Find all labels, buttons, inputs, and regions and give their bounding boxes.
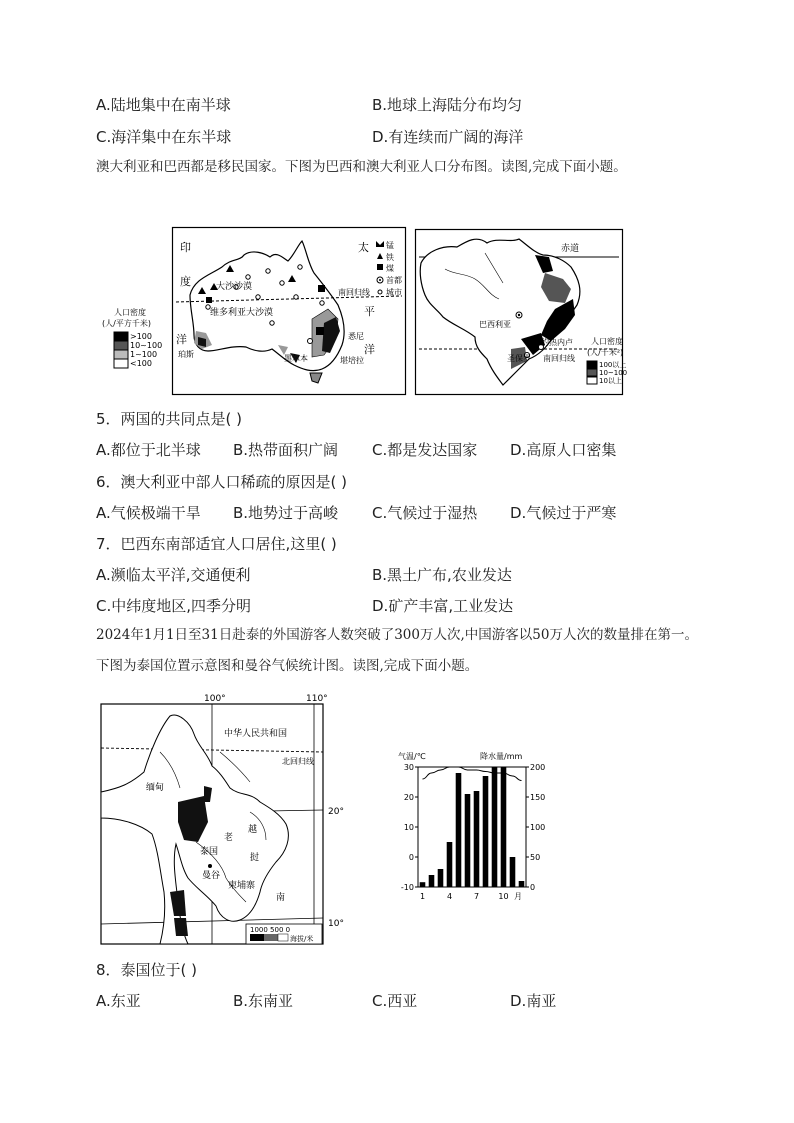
intro-paragraph-2: 2024年1月1日至31日赴泰的外国游客人数突破了300万人次,中国游客以50万人次的数量排在第一。下图为泰国位置示意图和曼谷气候统计图。读图,完成下面小题。	[96, 627, 698, 674]
month-tick-label: 7	[473, 892, 480, 901]
q5-option-b: B.热带面积广阔	[233, 441, 339, 459]
q5-option-c: C.都是发达国家	[372, 441, 478, 459]
label-perth: 珀斯	[178, 350, 194, 359]
elevation-scale-legend	[246, 924, 322, 944]
svg-text:铁: 铁	[386, 253, 394, 262]
precip-bar-month-5	[456, 773, 462, 887]
label-lon-100: 100°	[204, 694, 226, 704]
precip-bar-month-3	[438, 869, 444, 887]
q8-option-a: A.东亚	[96, 992, 141, 1010]
label-du: 度	[180, 275, 191, 288]
q7-stem: 7．巴西东南部适宜人口居住,这里( )	[96, 535, 337, 553]
q4-option-a: A.陆地集中在南半球	[96, 96, 231, 114]
label-cambodia: 柬埔寨	[228, 881, 256, 891]
temp-tick-label: 30	[403, 763, 414, 772]
label-yang: 洋	[176, 333, 187, 346]
temp-tick-label: -10	[400, 883, 414, 892]
svg-text:10~100: 10~100	[130, 341, 163, 350]
thailand-location-map	[100, 692, 344, 946]
temp-tick-label: 0	[408, 853, 414, 862]
label-great-victoria-desert: 维多利亚大沙漠	[210, 308, 274, 318]
label-sydney: 悉尼	[348, 332, 364, 341]
precip-bar-month-6	[465, 794, 471, 887]
label-canberra: 堪培拉	[340, 356, 364, 365]
label-vietnam-2: 南	[276, 893, 286, 903]
q6-option-b: B.地势过于高峻	[233, 504, 339, 522]
label-equator: 赤道	[561, 244, 580, 254]
brazil-population-map	[415, 229, 628, 395]
svg-text:人口密度: 人口密度	[114, 308, 146, 317]
q6-option-c: C.气候过于湿热	[372, 504, 478, 522]
svg-text:<100: <100	[130, 359, 152, 368]
label-myanmar: 缅甸	[146, 783, 165, 793]
label-lat-20: 20°	[328, 807, 344, 817]
label-great-sandy-desert: 大沙沙漠	[216, 282, 253, 292]
label-melbourne: 墨尔本	[284, 354, 308, 363]
q8-stem: 8．泰国位于( )	[96, 961, 198, 979]
q7-option-b: B.黑土广布,农业发达	[372, 566, 512, 584]
label-brasilia: 巴西利亚	[479, 320, 511, 329]
precip-bar-month-1	[420, 882, 426, 887]
svg-text:城市: 城市	[386, 288, 402, 297]
precip-bar-month-12	[519, 881, 525, 887]
label-china: 中华人民共和国	[224, 729, 288, 739]
label-tai: 太	[358, 241, 369, 254]
precip-bar-month-11	[510, 857, 516, 887]
label-rio: 里约热内卢	[533, 338, 573, 347]
q6-stem: 6．澳大利亚中部人口稀疏的原因是( )	[96, 473, 348, 491]
precip-bar-month-9	[492, 767, 498, 887]
chart-xlabel: 月	[514, 892, 522, 901]
australia-population-map	[172, 227, 406, 395]
q4-option-d: D.有连续而广阔的海洋	[372, 128, 524, 146]
q5-stem: 5．两国的共同点是( )	[96, 410, 243, 428]
precip-bar-month-4	[447, 842, 453, 887]
svg-text:>100: >100	[130, 332, 152, 341]
label-yang2: 洋	[364, 343, 375, 356]
chart-ylabel-right: 降水量/mm	[480, 752, 523, 761]
australia-density-legend	[100, 305, 170, 380]
label-tropic: 南回归线	[338, 288, 370, 297]
precip-tick-label: 50	[530, 853, 541, 862]
q8-option-b: B.东南亚	[233, 992, 294, 1010]
q7-option-a: A.濒临太平洋,交通便利	[96, 566, 251, 584]
brazil-density-legend	[587, 336, 627, 385]
label-vietnam-1: 越	[248, 825, 258, 835]
svg-text:1000 500 0: 1000 500 0	[250, 926, 291, 934]
q7-option-d: D.矿产丰富,工业发达	[372, 597, 514, 615]
chart-ylabel-left: 气温/℃	[398, 752, 426, 761]
svg-text:10~100: 10~100	[599, 369, 628, 377]
precip-bar-month-7	[474, 791, 480, 887]
month-tick-label: 10	[498, 892, 509, 901]
q4-option-c: C.海洋集中在东半球	[96, 128, 232, 146]
label-thailand: 泰国	[200, 847, 219, 857]
precip-tick-label: 0	[530, 883, 536, 892]
q4-option-b: B.地球上海陆分布均匀	[372, 96, 523, 114]
svg-text:海拔/米: 海拔/米	[290, 935, 314, 943]
svg-text:锰: 锰	[386, 241, 394, 250]
month-tick-label: 1	[419, 892, 426, 901]
temp-tick-label: 10	[403, 823, 414, 832]
svg-text:人口密度: 人口密度	[591, 337, 623, 346]
precip-tick-label: 150	[530, 793, 546, 802]
label-ping: 平	[364, 305, 375, 318]
q5-option-a: A.都位于北半球	[96, 441, 201, 459]
label-lon-110: 110°	[306, 694, 328, 704]
precip-tick-label: 200	[530, 763, 546, 772]
month-tick-label: 4	[446, 892, 453, 901]
svg-text:(人/千米²): (人/千米²)	[587, 348, 624, 357]
svg-text:10以上: 10以上	[599, 377, 622, 385]
svg-text:100以上: 100以上	[599, 361, 627, 369]
bangkok-climate-chart	[394, 749, 554, 903]
label-laos-1: 老	[224, 833, 234, 843]
precip-bar-month-2	[429, 875, 435, 887]
svg-text:1~100: 1~100	[130, 350, 158, 359]
q7-option-c: C.中纬度地区,四季分明	[96, 597, 252, 615]
precip-tick-label: 100	[530, 823, 546, 832]
q5-option-d: D.高原人口密集	[510, 441, 617, 459]
label-tropic-brazil: 南回归线	[543, 354, 575, 363]
svg-text:首都: 首都	[386, 276, 402, 285]
label-laos-2: 挝	[250, 853, 260, 863]
q6-option-a: A.气候极端干旱	[96, 504, 201, 522]
label-yin: 印	[180, 241, 191, 254]
intro-paragraph-1: 澳大利亚和巴西都是移民国家。下图为巴西和澳大利亚人口分布图。读图,完成下面小题。	[96, 159, 627, 175]
q6-option-d: D.气候过于严寒	[510, 504, 617, 522]
q8-option-d: D.南亚	[510, 992, 557, 1010]
label-tropic-cancer: 北回归线	[282, 757, 314, 766]
label-sao-paulo: 圣保罗	[507, 354, 531, 363]
label-bangkok: 曼谷	[202, 871, 221, 881]
temp-tick-label: 20	[403, 793, 414, 802]
svg-text:煤: 煤	[386, 264, 394, 273]
label-lat-10: 10°	[328, 919, 344, 929]
svg-text:(人/平方千米): (人/平方千米)	[102, 319, 151, 328]
precip-bar-month-10	[501, 767, 507, 887]
q8-option-c: C.西亚	[372, 992, 418, 1010]
precip-bar-month-8	[483, 776, 489, 887]
